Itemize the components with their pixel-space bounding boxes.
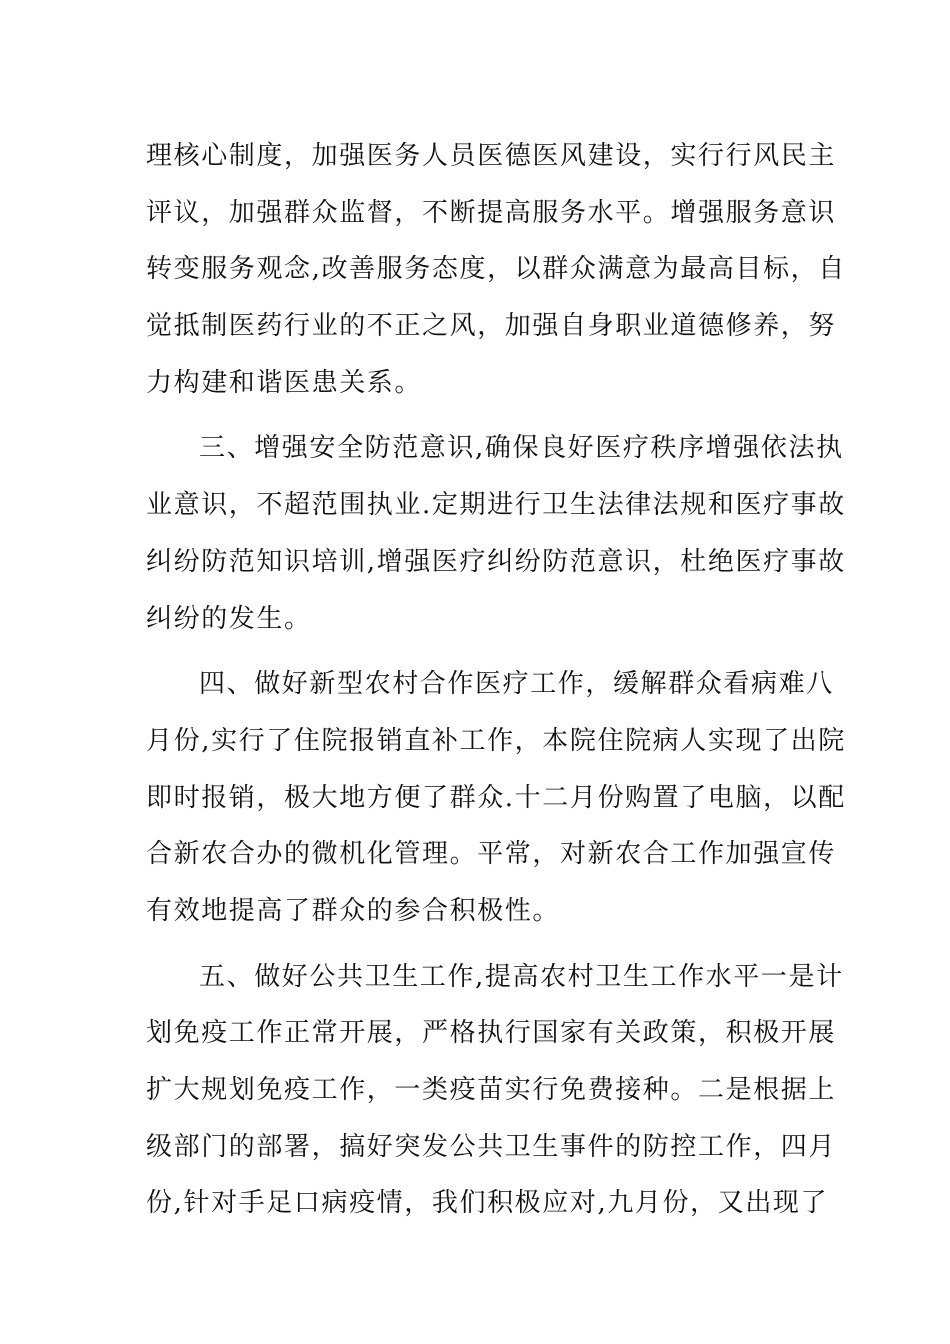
paragraph-1 bbox=[146, 128, 846, 411]
paragraph-spacing bbox=[146, 647, 806, 656]
text-line: 划免疫工作正常开展，严格执行国家有关政策，积极开展 bbox=[146, 1018, 837, 1049]
text-line: 业意识，不超范围执业.定期进行卫生法律法规和医疗事故 bbox=[146, 490, 846, 521]
body-text bbox=[146, 128, 846, 1232]
text-line: 五、做好公共卫生工作,提高农村卫生工作水平一是计 bbox=[199, 961, 844, 992]
text-line: 即时报销，极大地方便了群众.十二月份购置了电脑，以配 bbox=[146, 782, 846, 813]
paragraph-spacing bbox=[146, 940, 806, 949]
text-line: 纠纷防范知识培训,增强医疗纠纷防范意识，杜绝医疗事故 bbox=[146, 546, 846, 577]
text-line: 扩大规划免疫工作，一类疫苗实行免费接种。二是根据上 bbox=[146, 1075, 837, 1105]
text-line: 转变服务观念,改善服务态度，以群众满意为最高目标，自 bbox=[146, 254, 846, 285]
text-line: 份,针对手足口病疫情，我们积极应对,九月份，又出现了 bbox=[146, 1188, 829, 1219]
text-line: 级部门的部署，搞好突发公共卫生事件的防控工作，四月 bbox=[146, 1131, 837, 1162]
text-line: 评议，加强群众监督，不断提高服务水平。增强服务意识 bbox=[146, 197, 837, 228]
paragraph-2 bbox=[146, 420, 846, 647]
paragraph-4 bbox=[146, 949, 844, 1232]
text-line: 有效地提高了群众的参合积极性。 bbox=[146, 895, 561, 926]
text-line: 力构建和谐医患关系。 bbox=[146, 367, 423, 398]
text-line: 觉抵制医药行业的不正之风，加强自身职业道德修养，努 bbox=[146, 311, 837, 342]
text-line: 合新农合办的微机化管理。平常，对新农合工作加强宣传 bbox=[146, 839, 837, 870]
text-line: 四、做好新型农村合作医疗工作，缓解群众看病难八 bbox=[199, 669, 834, 700]
text-line: 月份,实行了住院报销直补工作，本院住院病人实现了出院 bbox=[146, 725, 846, 756]
text-line: 理核心制度，加强医务人员医德医风建设，实行行风民主 bbox=[146, 141, 837, 171]
text-line: 纠纷的发生。 bbox=[146, 603, 312, 634]
text-line: 三、增强安全防范意识,确保良好医疗秩序增强依法执 bbox=[199, 433, 844, 464]
paragraph-3 bbox=[146, 656, 846, 939]
paragraph-spacing bbox=[146, 411, 806, 420]
